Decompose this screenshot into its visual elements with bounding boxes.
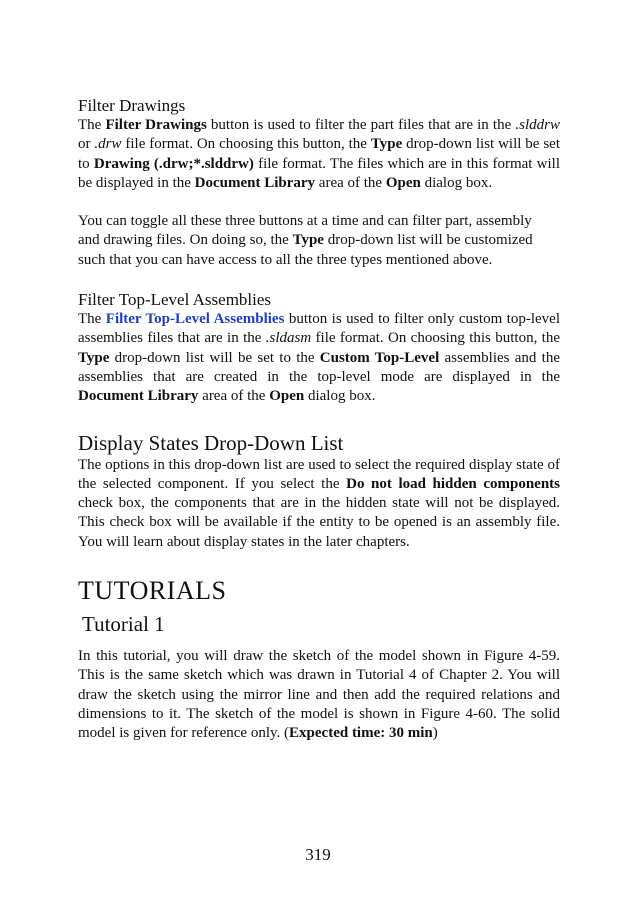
page-number: 319 [305,845,331,864]
section-heading-filter-top-level: Filter Top-Level Assemblies [78,290,272,310]
heading-tutorial-1: Tutorial 1 [82,612,165,637]
paragraph-toggle-buttons: You can toggle all these three buttons at a time and can filter part, assembly and drawing files. On doing so, the Type drop-down list will be customized such that you can have access to all the three types mentioned above. [78,213,533,268]
paragraph-filter-drawings: The Filter Drawings button is used to filter the part files that are in the .slddrw or .drw file format. On choosing this button, the Type drop-down list will be set to Drawing (.drw;*.slddrw) file format. The files which are in this format will be displayed in the Document Library area of the Open dialog box. [78,117,560,191]
term-filter-drawings: Filter Drawings [105,117,207,133]
section-heading-filter-drawings: Filter Drawings [78,96,186,115]
page-content [78,96,560,744]
link-filter-top-level-assemblies[interactable]: Filter Top-Level Assemblies [105,311,285,328]
paragraph-filter-top-level: The Filter Top-Level Assemblies button is used to filter only custom top-level assemblies files that are in the .sldasm file format. On choosing this button, the Type drop-down list will be set to the Custom Top-Level assemblies and the assemblies that are created in the top-level mode are displayed in the Document Library area of the Open dialog box. [78,311,561,405]
heading-tutorials: TUTORIALS [78,576,227,606]
paragraph-tutorial-1: In this tutorial, you will draw the sketch of the model shown in Figure 4-59. This is the same sketch which was drawn in Tutorial 4 of Chapter 2. You will draw the sketch using the mirror line and then add the required relations and dimensions to it. The sketch of the model is shown in Figure 4-60. The solid model is given for reference only. (Expected time: 30 min) [78,648,560,742]
section-heading-display-states: Display States Drop-Down List [78,430,344,455]
paragraph-display-states: The options in this drop-down list are used to select the required display state of the selected component. If you select the Do not load hidden components check box, the components that are in the hidden state will not be displayed. This check box will be available if the entity to be opened is an assembly file. You will learn about display states in the later chapters. [78,456,560,550]
